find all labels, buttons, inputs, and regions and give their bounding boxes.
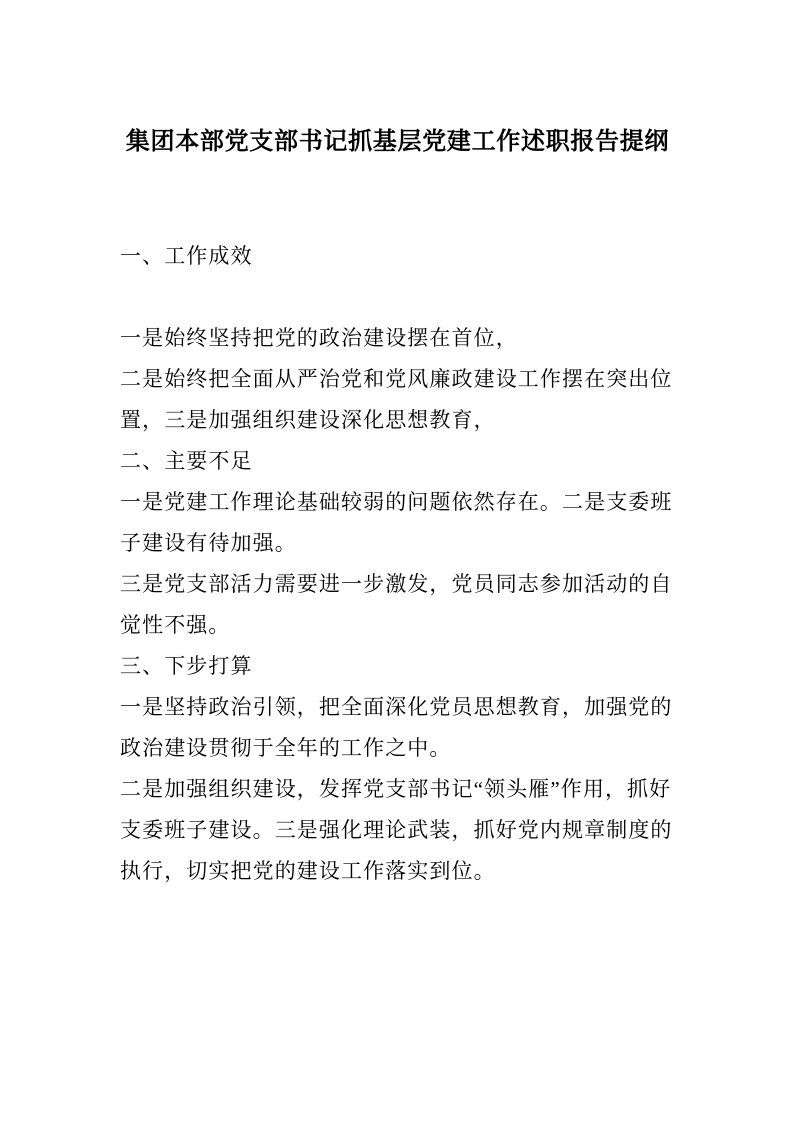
section-heading-work-results: 一、工作成效 [120, 244, 253, 268]
body-paragraph-6: 二是加强组织建设，发挥党支部书记“领头雁”作用，抓好支委班子建设。三是强化理论武装，抓好党内规章制度的执行，切实把党的建设工作落实到位。 [120, 777, 673, 883]
section-heading-main-shortcomings: 二、主要不足 [120, 449, 253, 473]
body-paragraph-1: 一是始终坚持把党的政治建设摆在首位， [120, 326, 518, 350]
body-paragraph-5: 一是坚持政治引领，把全面深化党员思想教育，加强党的政治建设贯彻于全年的工作之中。 [120, 695, 673, 760]
body-paragraph-2: 二是始终把全面从严治党和党风廉政建设工作摆在突出位置，三是加强组织建设深化思想教育， [120, 367, 673, 432]
document-title: 集团本部党支部书记抓基层党建工作述职报告提纲 [125, 129, 670, 155]
blank-line [120, 277, 675, 318]
body-paragraph-4: 三是党支部活力需要进一步激发，党员同志参加活动的自觉性不强。 [120, 572, 673, 637]
section-heading-next-steps: 三、下步打算 [120, 654, 253, 678]
body-paragraph-3: 一是党建工作理论基础较弱的问题依然存在。二是支委班子建设有待加强。 [120, 490, 673, 555]
